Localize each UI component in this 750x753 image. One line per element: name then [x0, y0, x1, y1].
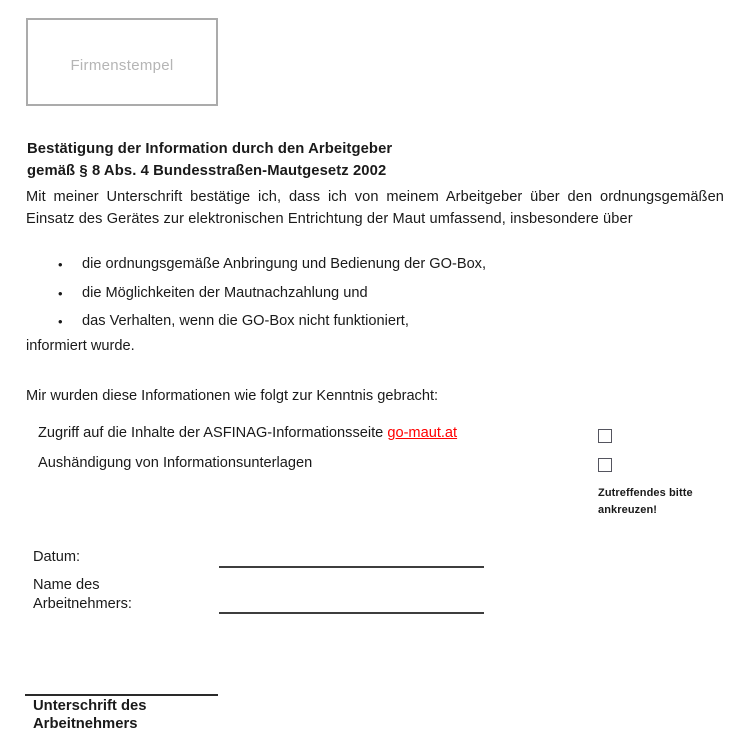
bullet-icon: •	[58, 314, 63, 329]
date-input-line[interactable]	[219, 566, 484, 568]
bullet-list	[58, 256, 486, 342]
employee-name-label-line1: Name des	[33, 577, 100, 593]
bullet-item	[58, 313, 486, 329]
outro-text: informiert wurde.	[26, 338, 135, 354]
employee-name-label-line2: Arbeitnehmers:	[33, 595, 132, 612]
document-title	[27, 138, 392, 182]
document-title-line2: gemäß § 8 Abs. 4 Bundesstraßen-Mautgesetz 2002	[27, 163, 387, 179]
checkbox-website[interactable]	[598, 429, 612, 443]
checkbox-documents[interactable]	[598, 458, 612, 472]
signature-label	[33, 698, 146, 733]
bullet-item	[58, 285, 486, 301]
signature-line[interactable]	[25, 694, 218, 696]
option-website-label	[38, 425, 457, 441]
option-website-text: Zugriff auf die Inhalte der ASFINAG-Informationsseite	[38, 425, 388, 441]
intro-paragraph: Mit meiner Unterschrift bestätige ich, dass ich von meinem Arbeitgeber über den ordnungsgemäßen Einsatz des Gerätes zur elektronischen Entrichtung der Maut umfassend, insbesondere über	[26, 189, 724, 227]
document-title-line1: Bestätigung der Information durch den Arbeitgeber	[27, 141, 393, 157]
bullet-item-text: die Möglichkeiten der Mautnachzahlung und	[82, 284, 368, 301]
employee-name-label	[33, 576, 132, 613]
signature-label-line2: Arbeitnehmers	[33, 715, 138, 732]
company-stamp-label: Firmenstempel	[70, 56, 174, 74]
checkbox-instruction-note: Zutreffendes bitte ankreuzen!	[598, 487, 693, 516]
bullet-item-text: die ordnungsgemäße Anbringung und Bedienung der GO-Box,	[82, 256, 487, 272]
option-documents-label	[38, 455, 312, 471]
option-documents-text: Aushändigung von Informationsunterlagen	[38, 455, 313, 471]
bullet-icon: •	[58, 257, 63, 272]
name-input-line[interactable]	[219, 612, 484, 614]
date-label: Datum:	[33, 549, 81, 565]
info-heading: Mir wurden diese Informationen wie folgt zur Kenntnis gebracht:	[26, 388, 439, 404]
bullet-item	[58, 256, 486, 272]
go-maut-link[interactable]: go-maut.at	[387, 425, 458, 441]
bullet-icon: •	[58, 285, 63, 301]
bullet-item-text: das Verhalten, wenn die GO-Box nicht funktioniert,	[82, 313, 409, 329]
company-stamp-box	[26, 18, 218, 106]
signature-label-line1: Unterschrift des	[33, 698, 147, 714]
